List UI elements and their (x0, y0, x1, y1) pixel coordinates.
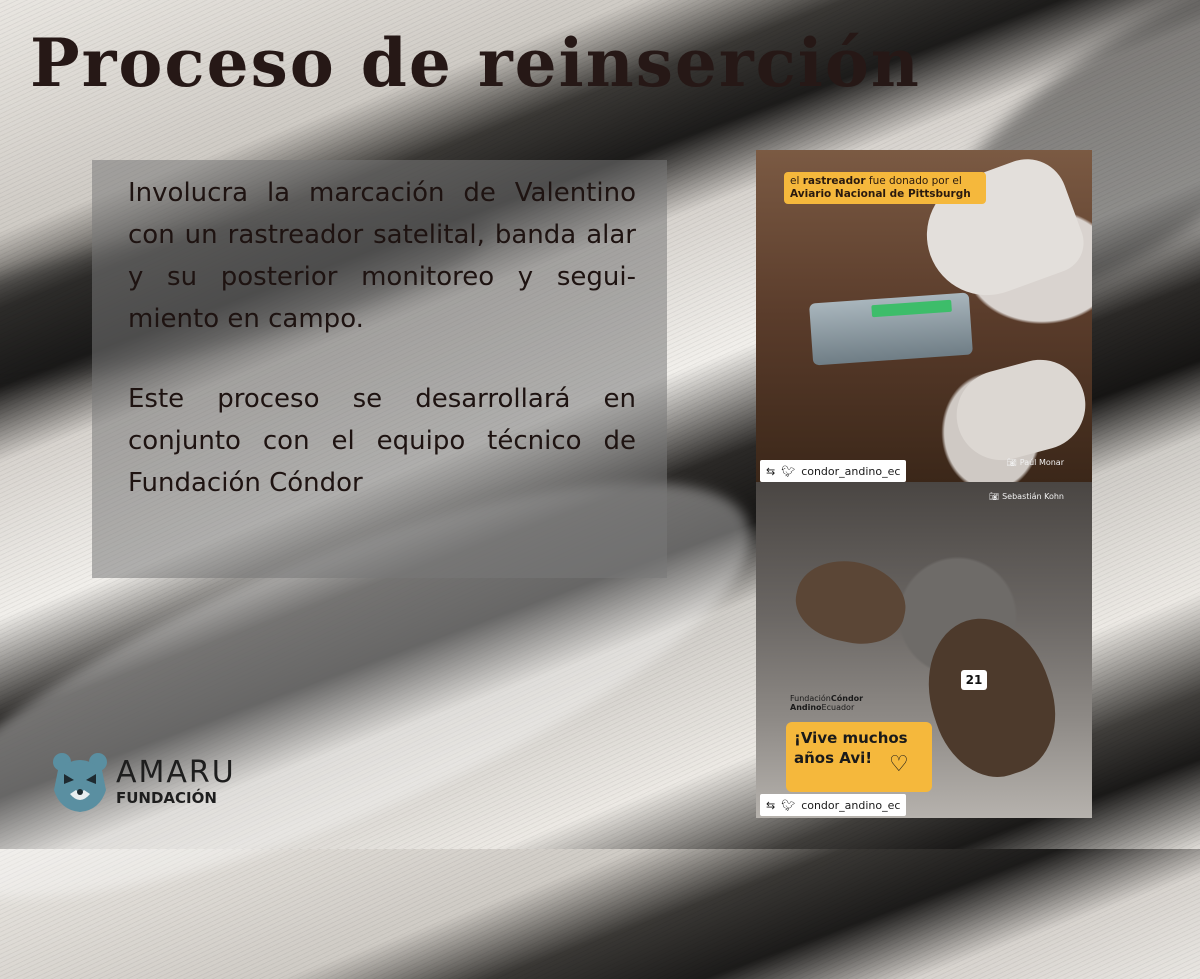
photo-credit: 📷︎ Sebastián Kohn (988, 492, 1064, 501)
condor-icon: 🐦︎ (781, 464, 796, 478)
logo-subtitle: FUNDACIÓN (116, 789, 217, 807)
gloved-hand (947, 350, 1092, 471)
camera-icon: 📷︎ (988, 492, 1000, 501)
photo-collage (756, 150, 1092, 818)
org-mini-logo: FundaciónCóndor AndinoEcuador (790, 694, 864, 712)
message-box: ¡Vive muchos años Avi! (786, 722, 932, 792)
wing-band: 21 (961, 670, 987, 690)
tracker-device (809, 292, 973, 365)
condor-photo (756, 482, 1092, 818)
tracker-photo (756, 150, 1092, 482)
condor-bird (789, 551, 913, 652)
page-title: Proceso de reinserción (30, 24, 921, 102)
repost-icon: ⇆ (766, 798, 776, 812)
donation-caption: el rastreador fue donado por el Aviario Nacional de Pittsburgh (784, 172, 986, 204)
body-text (128, 172, 636, 542)
paragraph-1: Involucra la marcación de Valentino con un rastreador satelital, banda alar y su posterior monitoreo y segui-miento en campo. (128, 178, 636, 334)
condor-icon: 🐦︎ (781, 798, 796, 812)
paragraph-2: Este proceso se desarrollará en conjunto con el equipo técnico de Fundación Cóndor (128, 384, 636, 498)
amaru-logo (50, 750, 236, 814)
repost-icon: ⇆ (766, 464, 776, 478)
instagram-handle: ⇆ 🐦︎ condor_andino_ec (760, 794, 906, 816)
photo-credit: 📷︎ Paúl Monar (1006, 458, 1064, 467)
condor-bird (909, 602, 1073, 791)
bear-icon (50, 750, 110, 814)
logo-name: AMARU (116, 755, 236, 790)
heart-icon: ♡ (889, 752, 909, 777)
camera-icon: 📷︎ (1006, 458, 1017, 467)
instagram-handle: ⇆ 🐦︎ condor_andino_ec (760, 460, 906, 482)
